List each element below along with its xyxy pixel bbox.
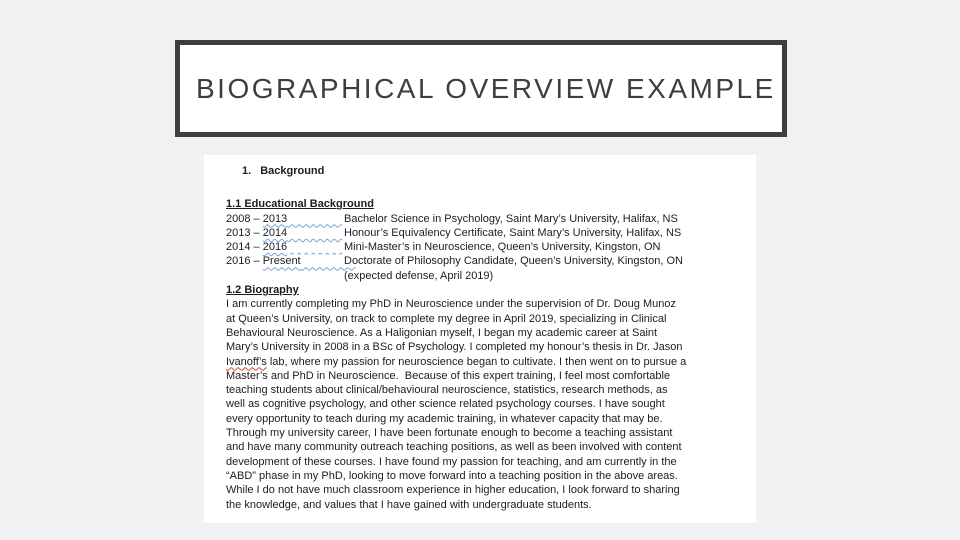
grammar-flagged-text: 2014 <box>262 226 288 239</box>
biography-line: Through my university career, I have been fortunate enough to become a teaching assistant <box>226 427 673 440</box>
biography-line-rest: lab, where my passion for neuroscience began to cultivate. I then went on to pursue a <box>266 355 687 368</box>
education-period <box>226 254 344 268</box>
biography-line <box>226 355 746 369</box>
slide-title: BIOGRAPHICAL OVERVIEW EXAMPLE <box>196 72 776 104</box>
biography-line: the knowledge, and values that I have gained with undergraduate students. <box>226 498 592 511</box>
education-row-continuation <box>226 269 746 283</box>
period-start: 2016 – <box>226 255 263 268</box>
document-image <box>204 155 756 523</box>
biography-line: While I do not have much classroom experience in higher education, I look forward to sharing <box>226 484 680 497</box>
education-description: Honour’s Equivalency Certificate, Saint Mary’s University, Halifax, NS <box>344 226 682 239</box>
doc-heading-number: 1. <box>242 165 252 177</box>
education-description: Mini-Master’s in Neuroscience, Queen’s University, Kingston, ON <box>344 241 661 254</box>
education-description: Bachelor Science in Psychology, Saint Mary’s University, Halifax, NS <box>344 212 678 225</box>
doc-heading-background <box>242 164 746 178</box>
doc-heading-educational-background: 1.1 Educational Background <box>226 198 374 211</box>
period-start: 2013 – <box>226 226 263 239</box>
period-start: 2014 – <box>226 241 263 254</box>
grammar-flagged-text: 2013 <box>262 212 288 225</box>
doc-heading-biography: 1.2 Biography <box>226 284 299 297</box>
education-continuation: (expected defense, April 2019) <box>344 269 494 282</box>
biography-line: Behavioural Neuroscience. As a Haligonian myself, I began my academic career at Saint <box>226 326 658 339</box>
biography-line: at Queen’s University, on track to complete my degree in April 2019, specializing in Clinical <box>226 312 667 325</box>
title-box <box>175 40 787 137</box>
education-period-empty <box>226 269 344 283</box>
doc-heading-label: Background <box>260 165 325 177</box>
biography-line: I am currently completing my PhD in Neuroscience under the supervision of Dr. Doug Munoz <box>226 298 676 311</box>
biography-line: development of these courses. I have found my passion for teaching, and am currently in the <box>226 455 677 468</box>
education-row <box>226 240 746 254</box>
biography-line: teaching students about clinical/behavioural neuroscience, statistics, research methods, as <box>226 384 668 397</box>
biography-line: and have many community outreach teaching positions, as well as been involved with content <box>226 441 682 454</box>
education-period <box>226 212 344 226</box>
education-period <box>226 226 344 240</box>
spellcheck-flagged-word: Ivanoff’s <box>226 355 267 368</box>
education-row <box>226 254 746 268</box>
biography-line: Master’s and PhD in Neuroscience. Because of this expert training, I feel most comfortable <box>226 369 671 382</box>
biography-line: “ABD” phase in my PhD, looking to move forward into a teaching position in the above areas. <box>226 469 678 482</box>
period-start: 2008 – <box>226 212 263 225</box>
education-description: Doctorate of Philosophy Candidate, Queen’s University, Kingston, ON <box>344 255 683 268</box>
biography-line: Mary’s University in 2008 in a BSc of Psychology. I completed my honour’s thesis in Dr. Jason <box>226 341 683 354</box>
grammar-flagged-text: Present <box>262 255 301 268</box>
biography-paragraph <box>226 297 746 511</box>
education-row <box>226 212 746 226</box>
biography-line: well as cognitive psychology, and other science related psychology courses. I have sought <box>226 398 665 411</box>
education-period <box>226 240 344 254</box>
education-row <box>226 226 746 240</box>
grammar-flagged-text: 2016 <box>262 241 288 254</box>
biography-line: every opportunity to teach during my academic training, in whatever capacity that may be. <box>226 412 663 425</box>
